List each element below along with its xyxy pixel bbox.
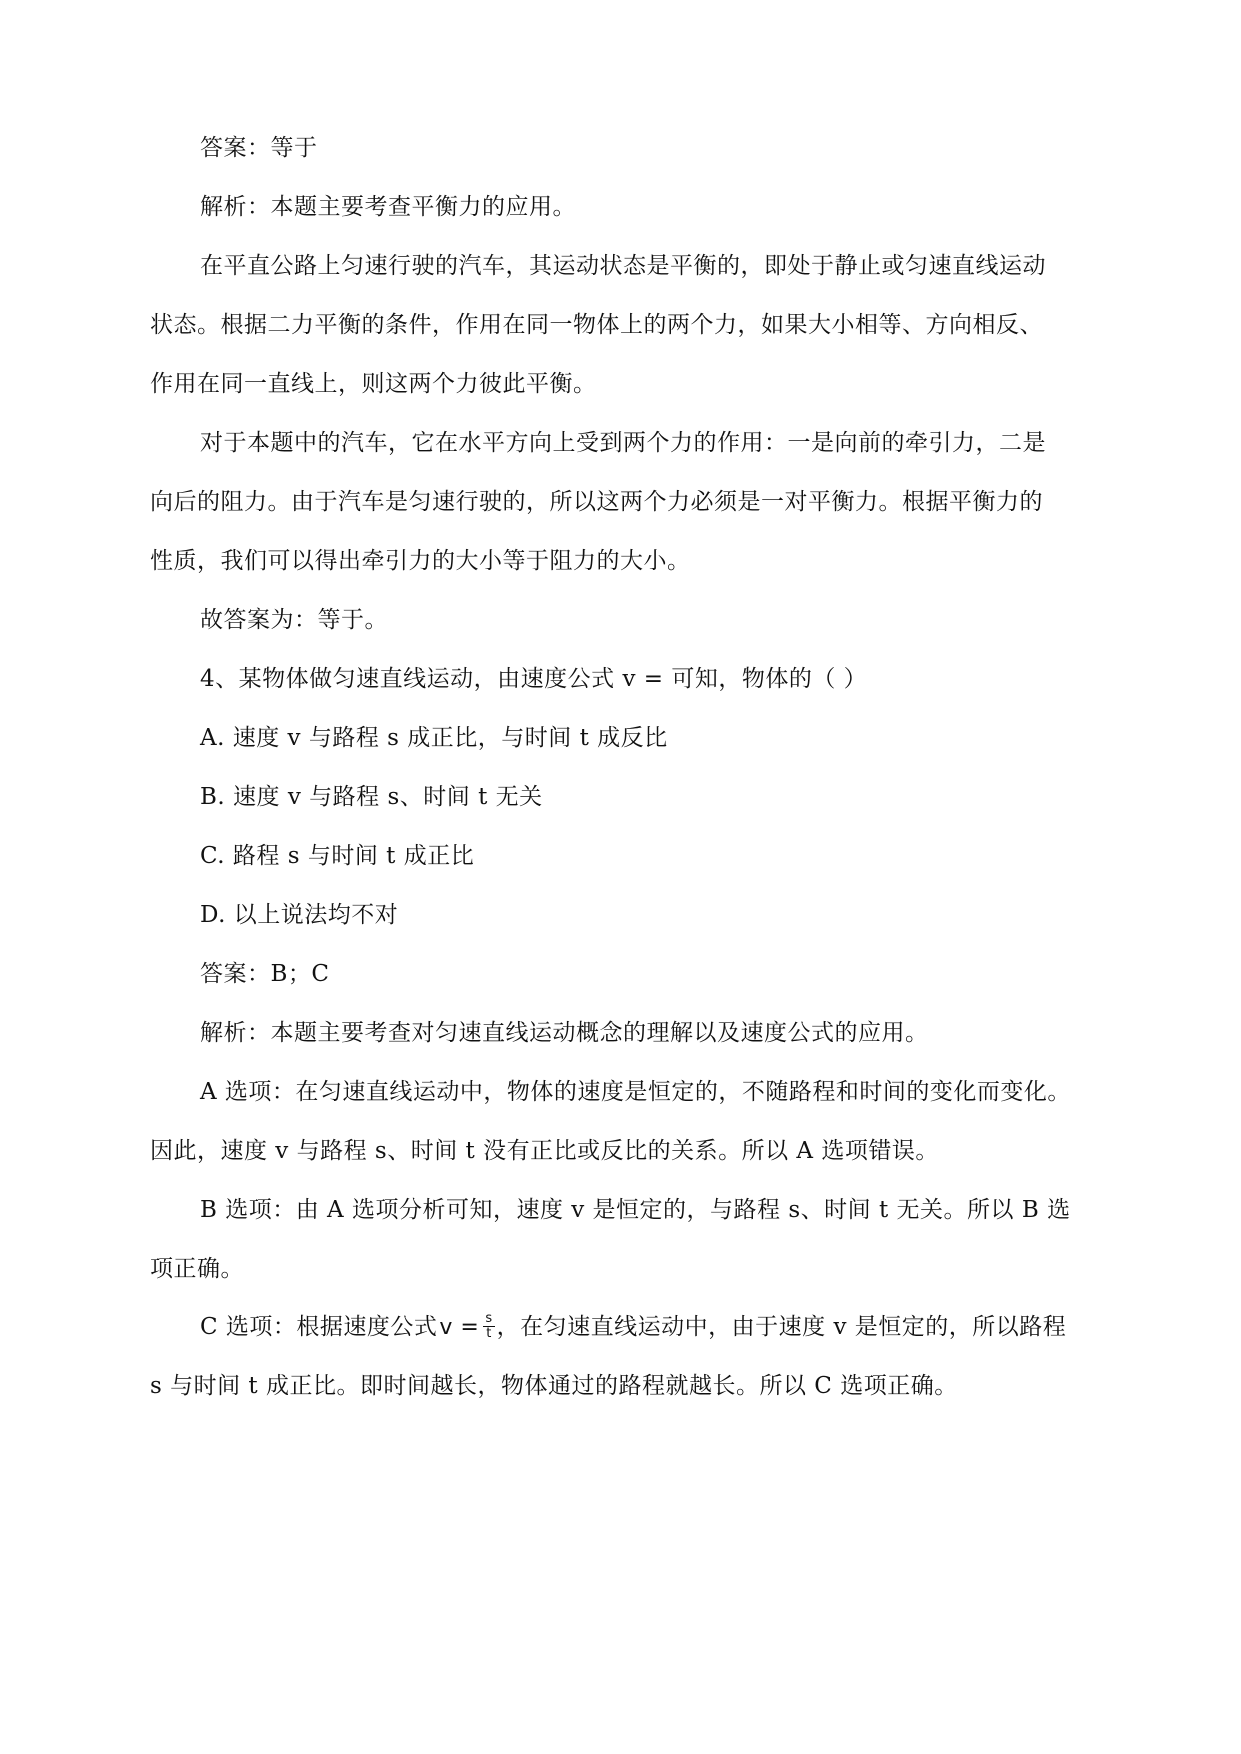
formula-lhs: v = [439,1315,480,1340]
paragraph-line: 状态。根据二力平衡的条件，作用在同一物体上的两个力，如果大小相等、方向相反、 [150,312,1043,338]
paragraph-line: 因此，速度 v 与路程 s、时间 t 没有正比或反比的关系。所以 A 选项错误。 [150,1138,939,1164]
paragraph-line: A 选项：在匀速直线运动中，物体的速度是恒定的，不随路程和时间的变化而变化。 [200,1079,1071,1105]
paragraph-line: 在平直公路上匀速行驶的汽车，其运动状态是平衡的，即处于静止或匀速直线运动 [200,253,1046,279]
paragraph-line: 项正确。 [150,1256,244,1282]
paragraph-line: 作用在同一直线上，则这两个力彼此平衡。 [150,371,597,397]
answer-line-1: 答案：等于 [200,135,318,161]
paragraph-line: 向后的阻力。由于汽车是匀速行驶的，所以这两个力必须是一对平衡力。根据平衡力的 [150,489,1043,515]
fraction-denominator: t [486,1325,492,1341]
paragraph-line: 性质，我们可以得出牵引力的大小等于阻力的大小。 [150,548,691,574]
formula-fraction [483,1312,494,1341]
c-option-suffix: ，在匀速直线运动中，由于速度 v 是恒定的，所以路程 [496,1314,1067,1340]
option-a: A. 速度 v 与路程 s 成正比，与时间 t 成反比 [200,725,668,751]
paragraph-line: s 与时间 t 成正比。即时间越长，物体通过的路程就越长。所以 C 选项正确。 [150,1373,958,1399]
c-option-formula-line [200,1312,1140,1343]
velocity-formula [439,1310,494,1343]
analysis-line-1: 解析：本题主要考查平衡力的应用。 [200,194,576,220]
c-option-prefix: C 选项：根据速度公式 [200,1314,438,1340]
paragraph-line: 对于本题中的汽车，它在水平方向上受到两个力的作用：一是向前的牵引力，二是 [200,430,1046,456]
answer-line-2: 答案：B；C [200,961,330,987]
analysis-line-2: 解析：本题主要考查对匀速直线运动概念的理解以及速度公式的应用。 [200,1020,929,1046]
conclusion-line: 故答案为：等于。 [200,607,388,633]
question-4: 4、某物体做匀速直线运动，由速度公式 v = 可知，物体的（ ） [200,666,868,692]
option-c: C. 路程 s 与时间 t 成正比 [200,843,475,869]
option-d: D. 以上说法均不对 [200,902,399,928]
option-b: B. 速度 v 与路程 s、时间 t 无关 [200,784,543,810]
fraction-numerator: s [485,1310,493,1326]
paragraph-line: B 选项：由 A 选项分析可知，速度 v 是恒定的，与路程 s、时间 t 无关。所以 B 选 [200,1197,1071,1223]
